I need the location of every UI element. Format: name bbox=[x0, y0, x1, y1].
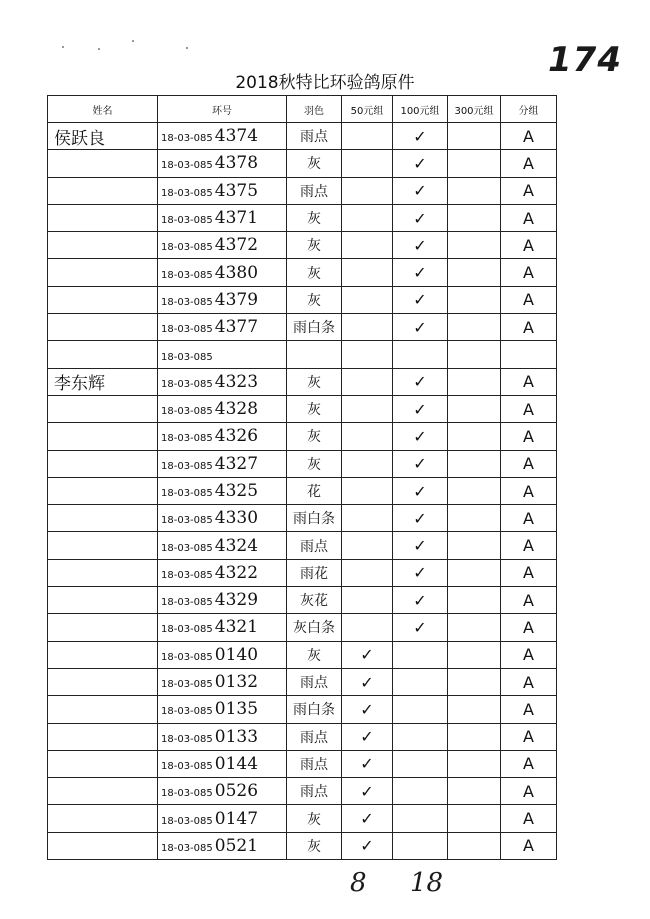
table-row bbox=[48, 559, 557, 586]
ring-prefix: 18-03-085 bbox=[161, 269, 213, 281]
cell-ring bbox=[158, 696, 287, 723]
cell-ring bbox=[158, 232, 287, 259]
cell-300-group bbox=[448, 395, 501, 422]
cell-50-group bbox=[342, 532, 393, 559]
cell-300-group bbox=[448, 832, 501, 859]
table-row bbox=[48, 450, 557, 477]
cell-color: 灰 bbox=[287, 641, 342, 668]
cell-50-group bbox=[342, 450, 393, 477]
cell-300-group bbox=[448, 614, 501, 641]
table-row bbox=[48, 286, 557, 313]
ring-number: 0526 bbox=[214, 781, 259, 802]
ring-number: 4374 bbox=[214, 126, 259, 147]
header-color: 羽色 bbox=[287, 96, 342, 123]
cell-color: 灰 bbox=[287, 204, 342, 231]
ring-number: 4323 bbox=[214, 371, 259, 392]
ring-number: 4372 bbox=[214, 235, 259, 256]
header-100-group: 100元组 bbox=[393, 96, 448, 123]
cell-50-group bbox=[342, 123, 393, 150]
cell-group: A bbox=[501, 832, 557, 859]
cell-group: A bbox=[501, 314, 557, 341]
cell-group: A bbox=[501, 723, 557, 750]
cell-50-group bbox=[342, 232, 393, 259]
cell-100-group bbox=[393, 805, 448, 832]
cell-300-group bbox=[448, 532, 501, 559]
cell-name bbox=[48, 177, 158, 204]
ring-prefix: 18-03-085 bbox=[161, 706, 213, 718]
cell-100-group bbox=[393, 723, 448, 750]
cell-ring bbox=[158, 177, 287, 204]
cell-300-group bbox=[448, 123, 501, 150]
cell-50-group: ✓ bbox=[342, 832, 393, 859]
cell-100-group: ✓ bbox=[393, 232, 448, 259]
cell-color: 雨点 bbox=[287, 778, 342, 805]
cell-name bbox=[48, 150, 158, 177]
cell-group: A bbox=[501, 286, 557, 313]
cell-ring bbox=[158, 123, 287, 150]
ring-number: 4330 bbox=[214, 508, 259, 529]
ring-prefix: 18-03-085 bbox=[161, 160, 213, 172]
cell-50-group bbox=[342, 341, 393, 368]
cell-color: 灰 bbox=[287, 259, 342, 286]
table-row bbox=[48, 614, 557, 641]
table-row bbox=[48, 232, 557, 259]
cell-name bbox=[48, 805, 158, 832]
ring-number: 4380 bbox=[214, 262, 259, 283]
ring-prefix: 18-03-085 bbox=[161, 433, 213, 445]
cell-300-group bbox=[448, 232, 501, 259]
cell-100-group: ✓ bbox=[393, 532, 448, 559]
ring-number: 4324 bbox=[214, 535, 259, 556]
cell-100-group: ✓ bbox=[393, 204, 448, 231]
cell-100-group bbox=[393, 750, 448, 777]
cell-group: A bbox=[501, 259, 557, 286]
cell-50-group bbox=[342, 505, 393, 532]
cell-ring bbox=[158, 832, 287, 859]
cell-50-group bbox=[342, 368, 393, 395]
cell-300-group bbox=[448, 477, 501, 504]
cell-ring bbox=[158, 423, 287, 450]
cell-100-group: ✓ bbox=[393, 559, 448, 586]
cell-group: A bbox=[501, 368, 557, 395]
ring-prefix: 18-03-085 bbox=[161, 351, 213, 363]
scan-speck bbox=[62, 46, 64, 48]
ring-prefix: 18-03-085 bbox=[161, 242, 213, 254]
cell-50-group bbox=[342, 614, 393, 641]
cell-50-group bbox=[342, 587, 393, 614]
table-row bbox=[48, 750, 557, 777]
cell-name bbox=[48, 832, 158, 859]
ring-number: 4326 bbox=[214, 426, 259, 447]
table-row bbox=[48, 723, 557, 750]
cell-name bbox=[48, 204, 158, 231]
cell-ring bbox=[158, 668, 287, 695]
cell-color: 雨白条 bbox=[287, 505, 342, 532]
ring-number: 4328 bbox=[214, 399, 259, 420]
cell-name bbox=[48, 750, 158, 777]
cell-group: A bbox=[501, 395, 557, 422]
cell-50-group bbox=[342, 150, 393, 177]
cell-100-group: ✓ bbox=[393, 368, 448, 395]
cell-group: A bbox=[501, 778, 557, 805]
ring-prefix: 18-03-085 bbox=[161, 133, 213, 145]
table-row bbox=[48, 314, 557, 341]
cell-ring bbox=[158, 395, 287, 422]
cell-100-group bbox=[393, 641, 448, 668]
ring-number: 0135 bbox=[214, 699, 259, 720]
cell-color: 灰白条 bbox=[287, 614, 342, 641]
ring-number: 4329 bbox=[214, 590, 259, 611]
document-title: 2018秋特比环验鸽原件 bbox=[235, 73, 415, 93]
cell-name bbox=[48, 641, 158, 668]
header-name: 姓名 bbox=[48, 96, 158, 123]
ring-prefix: 18-03-085 bbox=[161, 378, 213, 390]
table-row bbox=[48, 177, 557, 204]
cell-50-group bbox=[342, 395, 393, 422]
table-row bbox=[48, 668, 557, 695]
cell-color: 灰 bbox=[287, 450, 342, 477]
cell-color: 雨点 bbox=[287, 123, 342, 150]
ring-prefix: 18-03-085 bbox=[161, 488, 213, 499]
cell-name bbox=[48, 587, 158, 614]
ring-prefix: 18-03-085 bbox=[161, 624, 213, 636]
cell-name bbox=[48, 286, 158, 313]
cell-name bbox=[48, 341, 158, 368]
cell-name bbox=[48, 723, 158, 750]
cell-50-group: ✓ bbox=[342, 805, 393, 832]
ring-number: 0133 bbox=[214, 726, 259, 747]
cell-50-group: ✓ bbox=[342, 750, 393, 777]
cell-300-group bbox=[448, 668, 501, 695]
cell-ring bbox=[158, 150, 287, 177]
cell-100-group: ✓ bbox=[393, 423, 448, 450]
cell-300-group bbox=[448, 150, 501, 177]
cell-300-group bbox=[448, 286, 501, 313]
cell-ring bbox=[158, 778, 287, 805]
cell-ring bbox=[158, 477, 287, 504]
cell-100-group: ✓ bbox=[393, 450, 448, 477]
cell-50-group bbox=[342, 559, 393, 586]
cell-100-group: ✓ bbox=[393, 505, 448, 532]
ring-number: 4322 bbox=[214, 562, 259, 583]
table-row bbox=[48, 832, 557, 859]
cell-ring bbox=[158, 750, 287, 777]
cell-ring bbox=[158, 314, 287, 341]
cell-50-group bbox=[342, 477, 393, 504]
cell-color: 雨点 bbox=[287, 177, 342, 204]
ring-prefix: 18-03-085 bbox=[161, 296, 213, 308]
cell-name bbox=[48, 668, 158, 695]
ring-number: 4371 bbox=[214, 208, 259, 229]
cell-100-group: ✓ bbox=[393, 314, 448, 341]
cell-name bbox=[48, 532, 158, 559]
table-row bbox=[48, 259, 557, 286]
cell-name bbox=[48, 314, 158, 341]
cell-300-group bbox=[448, 587, 501, 614]
cell-ring bbox=[158, 204, 287, 231]
cell-300-group bbox=[448, 805, 501, 832]
cell-group: A bbox=[501, 423, 557, 450]
cell-100-group: ✓ bbox=[393, 150, 448, 177]
cell-group: A bbox=[501, 477, 557, 504]
cell-group: A bbox=[501, 614, 557, 641]
cell-ring bbox=[158, 450, 287, 477]
cell-color: 雨点 bbox=[287, 750, 342, 777]
table-row bbox=[48, 123, 557, 150]
cell-group: A bbox=[501, 150, 557, 177]
ring-prefix: 18-03-085 bbox=[161, 760, 213, 772]
cell-name bbox=[48, 477, 158, 504]
pigeon-register-table bbox=[47, 95, 557, 860]
ring-number: 4375 bbox=[214, 180, 259, 201]
cell-ring bbox=[158, 505, 287, 532]
footer-count-100: 18 bbox=[410, 868, 444, 898]
ring-number: 0140 bbox=[214, 644, 259, 665]
cell-50-group bbox=[342, 314, 393, 341]
cell-name bbox=[48, 778, 158, 805]
table-row bbox=[48, 368, 557, 395]
cell-name bbox=[48, 614, 158, 641]
cell-name bbox=[48, 259, 158, 286]
ring-number: 0132 bbox=[214, 672, 259, 693]
cell-color: 灰 bbox=[287, 150, 342, 177]
cell-ring bbox=[158, 641, 287, 668]
cell-group: A bbox=[501, 204, 557, 231]
cell-50-group: ✓ bbox=[342, 723, 393, 750]
ring-number: 4377 bbox=[214, 317, 259, 338]
table-row bbox=[48, 805, 557, 832]
ring-prefix: 18-03-085 bbox=[161, 187, 213, 199]
table-row bbox=[48, 204, 557, 231]
cell-color: 灰 bbox=[287, 286, 342, 313]
table-row bbox=[48, 778, 557, 805]
ring-number: 0144 bbox=[214, 753, 259, 774]
ring-number: 4378 bbox=[214, 153, 259, 174]
table-body bbox=[48, 123, 557, 860]
header-50-group: 50元组 bbox=[342, 96, 393, 123]
ring-number: 0521 bbox=[214, 835, 259, 856]
cell-ring bbox=[158, 559, 287, 586]
cell-50-group bbox=[342, 177, 393, 204]
cell-name bbox=[48, 395, 158, 422]
cell-50-group: ✓ bbox=[342, 778, 393, 805]
table-row bbox=[48, 696, 557, 723]
cell-color: 灰 bbox=[287, 395, 342, 422]
table-row bbox=[48, 423, 557, 450]
cell-group: A bbox=[501, 559, 557, 586]
cell-color: 灰 bbox=[287, 832, 342, 859]
cell-100-group bbox=[393, 668, 448, 695]
cell-100-group: ✓ bbox=[393, 286, 448, 313]
header-group: 分组 bbox=[501, 96, 557, 123]
ring-prefix: 18-03-085 bbox=[161, 788, 213, 800]
cell-group: A bbox=[501, 805, 557, 832]
cell-ring bbox=[158, 259, 287, 286]
cell-color: 雨白条 bbox=[287, 314, 342, 341]
cell-100-group bbox=[393, 832, 448, 859]
cell-color: 灰 bbox=[287, 368, 342, 395]
cell-100-group bbox=[393, 341, 448, 368]
ring-prefix: 18-03-085 bbox=[161, 569, 213, 581]
ring-number: 0147 bbox=[214, 808, 259, 829]
cell-group: A bbox=[501, 750, 557, 777]
cell-50-group: ✓ bbox=[342, 696, 393, 723]
table-row bbox=[48, 587, 557, 614]
scan-speck bbox=[186, 47, 188, 49]
cell-300-group bbox=[448, 341, 501, 368]
table-row bbox=[48, 641, 557, 668]
cell-group: A bbox=[501, 232, 557, 259]
cell-group bbox=[501, 341, 557, 368]
cell-group: A bbox=[501, 505, 557, 532]
cell-group: A bbox=[501, 668, 557, 695]
ring-prefix: 18-03-085 bbox=[161, 597, 213, 609]
cell-name bbox=[48, 450, 158, 477]
ring-prefix: 18-03-085 bbox=[161, 406, 213, 418]
cell-300-group bbox=[448, 204, 501, 231]
table-row bbox=[48, 150, 557, 177]
page-number: 174 bbox=[548, 40, 622, 80]
cell-group: A bbox=[501, 696, 557, 723]
cell-name bbox=[48, 559, 158, 586]
header-ring: 环号 bbox=[158, 96, 287, 123]
cell-ring bbox=[158, 286, 287, 313]
ring-number: 4325 bbox=[214, 481, 259, 501]
table-row bbox=[48, 341, 557, 368]
cell-100-group: ✓ bbox=[393, 395, 448, 422]
header-row bbox=[48, 96, 557, 123]
cell-300-group bbox=[448, 177, 501, 204]
cell-100-group: ✓ bbox=[393, 587, 448, 614]
cell-100-group bbox=[393, 696, 448, 723]
cell-300-group bbox=[448, 778, 501, 805]
cell-name bbox=[48, 505, 158, 532]
cell-color: 雨点 bbox=[287, 668, 342, 695]
table-row bbox=[48, 532, 557, 559]
ring-prefix: 18-03-085 bbox=[161, 842, 213, 854]
cell-300-group bbox=[448, 723, 501, 750]
cell-100-group: ✓ bbox=[393, 614, 448, 641]
cell-300-group bbox=[448, 368, 501, 395]
cell-300-group bbox=[448, 559, 501, 586]
cell-group: A bbox=[501, 532, 557, 559]
cell-color: 灰 bbox=[287, 423, 342, 450]
cell-100-group: ✓ bbox=[393, 259, 448, 286]
table-row bbox=[48, 395, 557, 422]
cell-color: 雨点 bbox=[287, 532, 342, 559]
ring-prefix: 18-03-085 bbox=[161, 651, 213, 663]
cell-color: 灰 bbox=[287, 232, 342, 259]
cell-name bbox=[48, 232, 158, 259]
cell-name bbox=[48, 423, 158, 450]
cell-color bbox=[287, 341, 342, 368]
cell-name bbox=[48, 696, 158, 723]
cell-group: A bbox=[501, 641, 557, 668]
ring-number: 4327 bbox=[214, 453, 259, 474]
cell-300-group bbox=[448, 314, 501, 341]
cell-color: 灰 bbox=[287, 805, 342, 832]
cell-300-group bbox=[448, 450, 501, 477]
cell-ring bbox=[158, 368, 287, 395]
cell-100-group: ✓ bbox=[393, 123, 448, 150]
footer-count-50: 8 bbox=[350, 868, 367, 898]
cell-100-group: ✓ bbox=[393, 177, 448, 204]
ring-prefix: 18-03-085 bbox=[161, 515, 213, 527]
cell-50-group bbox=[342, 423, 393, 450]
ring-prefix: 18-03-085 bbox=[161, 679, 213, 691]
cell-50-group bbox=[342, 286, 393, 313]
cell-50-group: ✓ bbox=[342, 668, 393, 695]
cell-ring bbox=[158, 614, 287, 641]
cell-name: 侯跃良 bbox=[48, 123, 158, 150]
cell-ring bbox=[158, 587, 287, 614]
cell-group: A bbox=[501, 450, 557, 477]
cell-group: A bbox=[501, 177, 557, 204]
cell-ring bbox=[158, 723, 287, 750]
table-row bbox=[48, 505, 557, 532]
cell-ring bbox=[158, 805, 287, 832]
ring-prefix: 18-03-085 bbox=[161, 733, 213, 745]
cell-300-group bbox=[448, 696, 501, 723]
cell-color: 灰花 bbox=[287, 587, 342, 614]
ring-prefix: 18-03-085 bbox=[161, 815, 213, 827]
cell-color: 雨白条 bbox=[287, 696, 342, 723]
scan-speck bbox=[98, 48, 100, 50]
cell-color: 雨点 bbox=[287, 723, 342, 750]
ring-number: 4379 bbox=[214, 289, 259, 310]
cell-100-group bbox=[393, 778, 448, 805]
table-row bbox=[48, 477, 557, 504]
cell-group: A bbox=[501, 587, 557, 614]
cell-300-group bbox=[448, 259, 501, 286]
ring-number: 4321 bbox=[214, 617, 259, 638]
cell-100-group: ✓ bbox=[393, 477, 448, 504]
cell-300-group bbox=[448, 505, 501, 532]
cell-50-group: ✓ bbox=[342, 641, 393, 668]
scan-speck bbox=[132, 40, 134, 42]
cell-ring bbox=[158, 341, 287, 368]
cell-50-group bbox=[342, 204, 393, 231]
header-300-group: 300元组 bbox=[448, 96, 501, 123]
cell-300-group bbox=[448, 423, 501, 450]
cell-color: 花 bbox=[287, 477, 342, 504]
ring-prefix: 18-03-085 bbox=[161, 324, 213, 336]
cell-50-group bbox=[342, 259, 393, 286]
ring-prefix: 18-03-085 bbox=[161, 215, 213, 227]
cell-group: A bbox=[501, 123, 557, 150]
cell-300-group bbox=[448, 641, 501, 668]
ring-prefix: 18-03-085 bbox=[161, 460, 213, 472]
ring-prefix: 18-03-085 bbox=[161, 542, 213, 554]
cell-name: 李东辉 bbox=[48, 368, 158, 395]
cell-ring bbox=[158, 532, 287, 559]
cell-300-group bbox=[448, 750, 501, 777]
cell-color: 雨花 bbox=[287, 559, 342, 586]
